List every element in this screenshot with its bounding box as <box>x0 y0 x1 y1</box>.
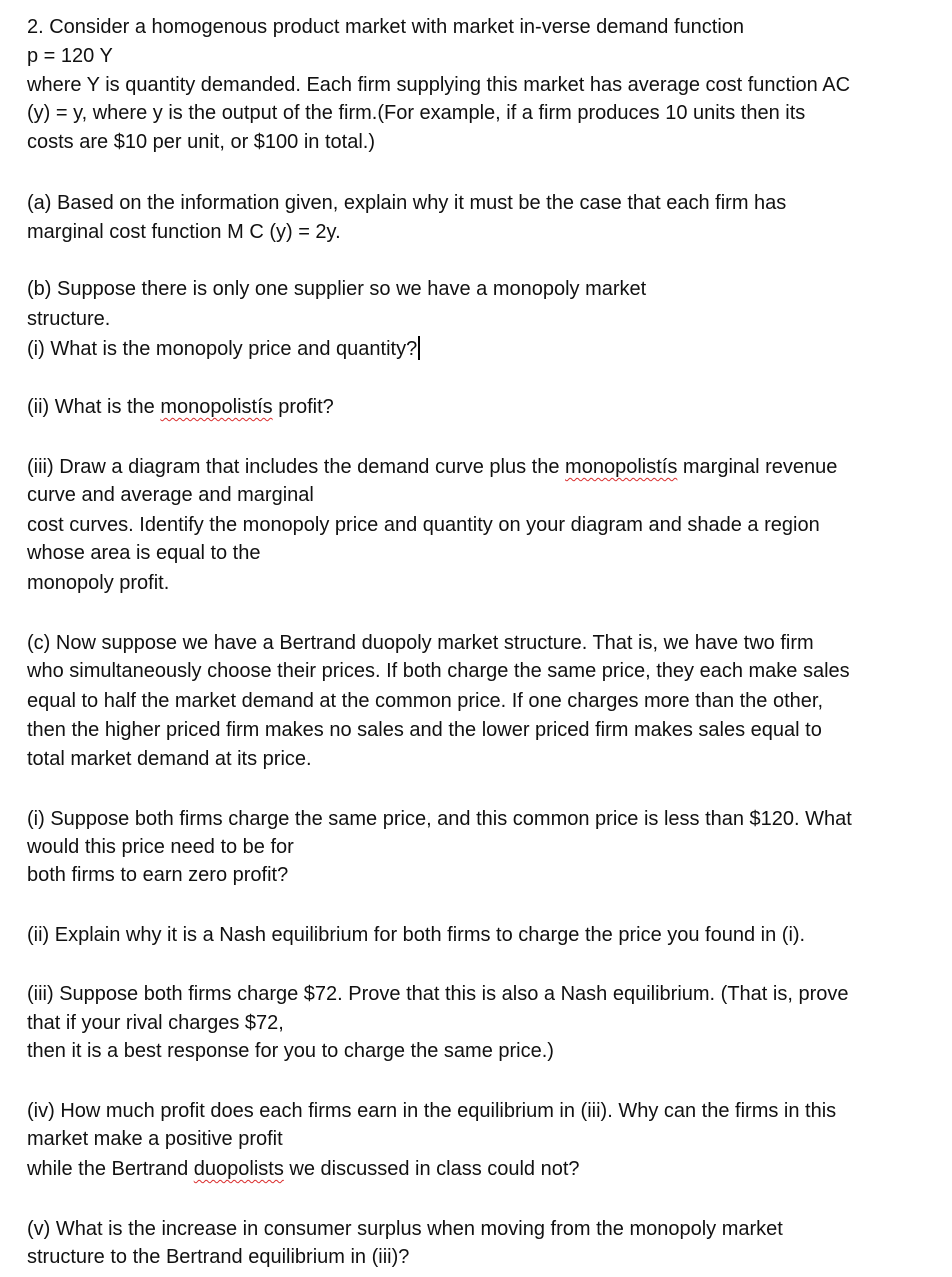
part-c-iii-line: (iii) Suppose both firms charge $72. Prove that this is also a Nash equilibrium. (That is, prove <box>27 983 849 1005</box>
spellcheck-flagged-word[interactable]: monopolistís <box>565 456 678 478</box>
intro-demand-equation: p = 120 Y <box>27 45 113 67</box>
intro-line: 2. Consider a homogenous product market with market in-verse demand function <box>27 16 745 38</box>
part-c-iii-line: that if your rival charges $72, <box>27 1012 284 1034</box>
part-b-ii-text: profit? <box>272 396 334 418</box>
part-c-i-line: both firms to earn zero profit? <box>27 864 289 886</box>
part-b-iii-line <box>27 453 837 482</box>
part-b-ii-text: (ii) What is the <box>27 396 161 418</box>
intro-line: (y) = y, where y is the output of the firm.(For example, if a firm produces 10 units then its <box>27 102 806 124</box>
text-cursor <box>418 336 420 360</box>
part-b-iii-line: whose area is equal to the <box>27 542 261 564</box>
part-c-i-line: (i) Suppose both firms charge the same price, and this common price is less than $120. What <box>27 808 852 830</box>
part-c-line: total market demand at its price. <box>27 748 312 770</box>
intro-line: where Y is quantity demanded. Each firm supplying this market has average cost function AC <box>27 74 851 96</box>
part-c-line: equal to half the market demand at the common price. If one charges more than the other, <box>27 690 824 712</box>
part-c-iv-line <box>27 1155 580 1184</box>
intro-line: costs are $10 per unit, or $100 in total.) <box>27 131 375 153</box>
part-c-iv-line: market make a positive profit <box>27 1128 283 1150</box>
part-b-i-text: (i) What is the monopoly price and quantity? <box>27 338 418 360</box>
part-c-iii-line: then it is a best response for you to charge the same price.) <box>27 1040 554 1062</box>
part-a-line: marginal cost function M C (y) = 2y. <box>27 221 341 243</box>
part-c-v-line: (v) What is the increase in consumer surplus when moving from the monopoly market <box>27 1218 783 1240</box>
part-b-i-question[interactable] <box>27 335 420 364</box>
part-c-v-line: structure to the Bertrand equilibrium in (iii)? <box>27 1246 410 1268</box>
part-b-iii-line: monopoly profit. <box>27 572 170 594</box>
part-c-i-line: would this price need to be for <box>27 836 294 858</box>
part-c-iv-line: (iv) How much profit does each firms earn in the equilibrium in (iii). Why can the firms in this <box>27 1100 837 1122</box>
part-b-line: (b) Suppose there is only one supplier so we have a monopoly market <box>27 278 647 300</box>
part-c-iv-text: we discussed in class could not? <box>283 1158 580 1180</box>
part-c-iv-text: while the Bertrand <box>27 1158 194 1180</box>
part-c-line: (c) Now suppose we have a Bertrand duopoly market structure. That is, we have two firm <box>27 632 814 654</box>
part-c-line: then the higher priced firm makes no sales and the lower priced firm makes sales equal to <box>27 719 822 741</box>
part-b-line: structure. <box>27 308 111 330</box>
part-c-line: who simultaneously choose their prices. If both charge the same price, they each make sales <box>27 660 850 682</box>
part-b-iii-text: (iii) Draw a diagram that includes the demand curve plus the <box>27 456 566 478</box>
part-c-ii-line: (ii) Explain why it is a Nash equilibrium for both firms to charge the price you found in (i). <box>27 924 806 946</box>
part-b-iii-text: marginal revenue <box>677 456 838 478</box>
part-a-line: (a) Based on the information given, explain why it must be the case that each firm has <box>27 192 787 214</box>
spellcheck-flagged-word[interactable]: monopolistís <box>160 396 273 418</box>
part-b-iii-line: curve and average and marginal <box>27 484 314 506</box>
part-b-ii-question <box>27 393 334 422</box>
part-b-iii-line: cost curves. Identify the monopoly price and quantity on your diagram and shade a region <box>27 514 820 536</box>
spellcheck-flagged-word[interactable]: duopolists <box>193 1158 284 1180</box>
